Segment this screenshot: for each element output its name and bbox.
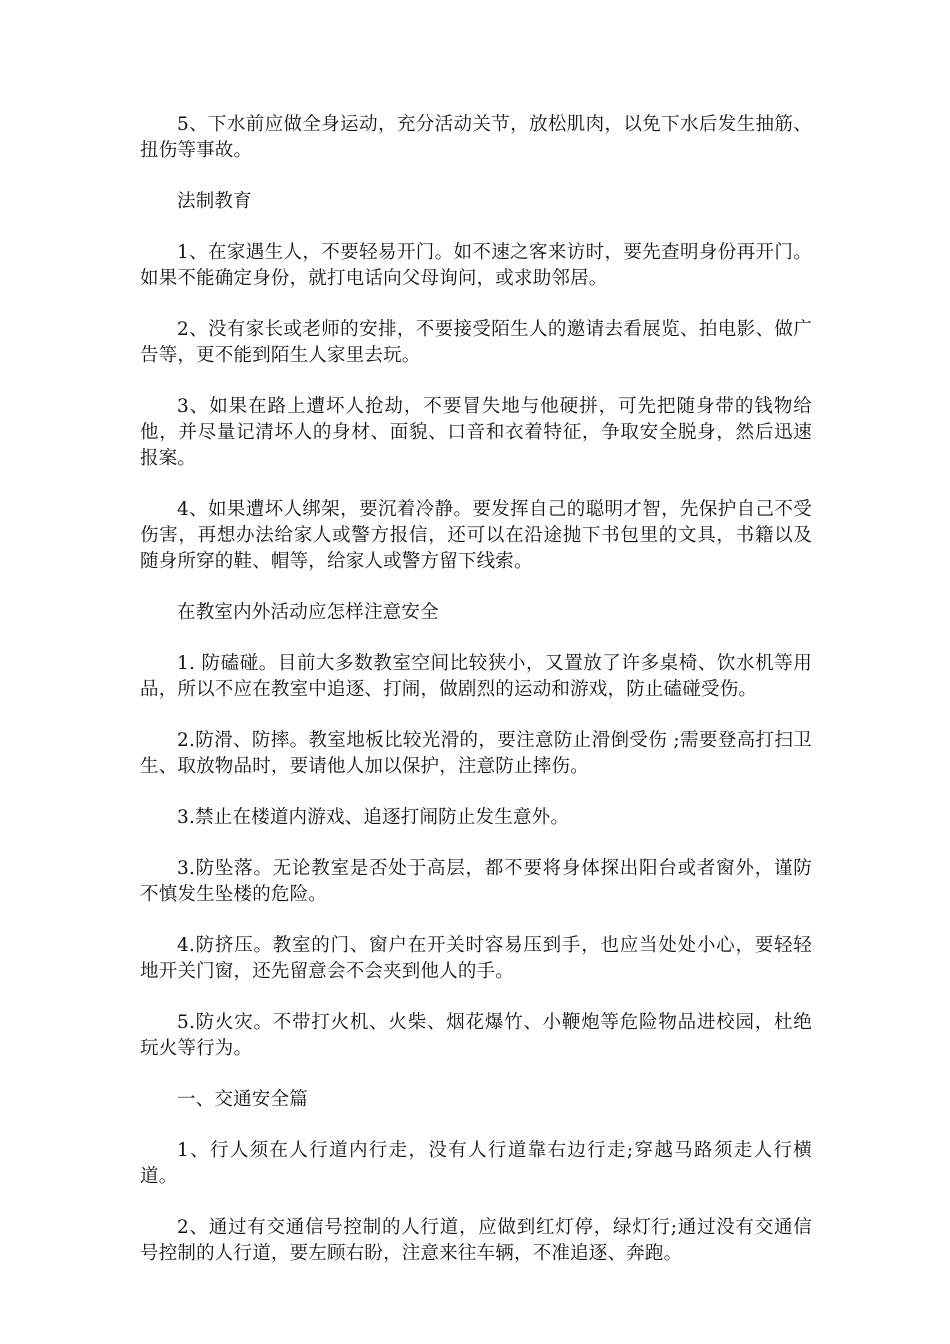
paragraph-classroom-1: 1. 防磕碰。目前大多数教室空间比较狭小，又置放了许多桌椅、饮水机等用品，所以不应在教室中追逐、打闹，做剧烈的运动和游戏，防止磕碰受伤。 [140,653,812,700]
paragraph-legal-2: 2、没有家长或老师的安排，不要接受陌生人的邀请去看展览、拍电影、做广告等，更不能到陌生人家里去玩。 [140,319,812,366]
section-heading-traffic-safety: 一、交通安全篇 [177,1089,308,1110]
paragraph-traffic-2: 2、通过有交通信号控制的人行道，应做到红灯停，绿灯行;通过没有交通信号控制的人行道，要左顾右盼，注意来往车辆，不准追逐、奔跑。 [140,1217,812,1264]
paragraph-swimming-5: 5、下水前应做全身运动，充分活动关节，放松肌肉，以免下水后发生抽筋、扭伤等事故。 [140,114,812,161]
paragraph-legal-4: 4、如果遭坏人绑架，要沉着冷静。要发挥自己的聪明才智，先保护自己不受伤害，再想办法给家人或警方报信，还可以在沿途抛下书包里的文具，书籍以及随身所穿的鞋、帽等，给家人或警方留下线索。 [140,499,812,572]
section-heading-legal-education: 法制教育 [177,191,252,212]
paragraph-classroom-3b: 3.防坠落。无论教室是否处于高层，都不要将身体探出阳台或者窗外，谨防不慎发生坠楼的危险。 [140,858,812,905]
paragraph-classroom-5: 5.防火灾。不带打火机、火柴、烟花爆竹、小鞭炮等危险物品进校园，杜绝玩火等行为。 [140,1012,812,1059]
document-body [140,112,812,1292]
section-heading-classroom-safety: 在教室内外活动应怎样注意安全 [177,602,439,623]
paragraph-traffic-1: 1、行人须在人行道内行走，没有人行道靠右边行走;穿越马路须走人行横道。 [140,1140,812,1187]
paragraph-classroom-4: 4.防挤压。教室的门、窗户在开关时容易压到手，也应当处处小心，要轻轻地开关门窗，还先留意会不会夹到他人的手。 [140,935,812,982]
paragraph-classroom-2: 2.防滑、防摔。教室地板比较光滑的，要注意防止滑倒受伤 ;需要登高打扫卫生、取放物品时，要请他人加以保护，注意防止摔伤。 [140,730,812,777]
paragraph-legal-1: 1、在家遇生人，不要轻易开门。如不速之客来访时，要先查明身份再开门。如果不能确定身份，就打电话向父母询问，或求助邻居。 [140,242,812,289]
paragraph-legal-3: 3、如果在路上遭坏人抢劫，不要冒失地与他硬拼，可先把随身带的钱物给他，并尽量记清坏人的身材、面貌、口音和衣着特征，争取安全脱身，然后迅速报案。 [140,396,812,469]
paragraph-classroom-3a: 3.禁止在楼道内游戏、追逐打闹防止发生意外。 [177,807,570,828]
